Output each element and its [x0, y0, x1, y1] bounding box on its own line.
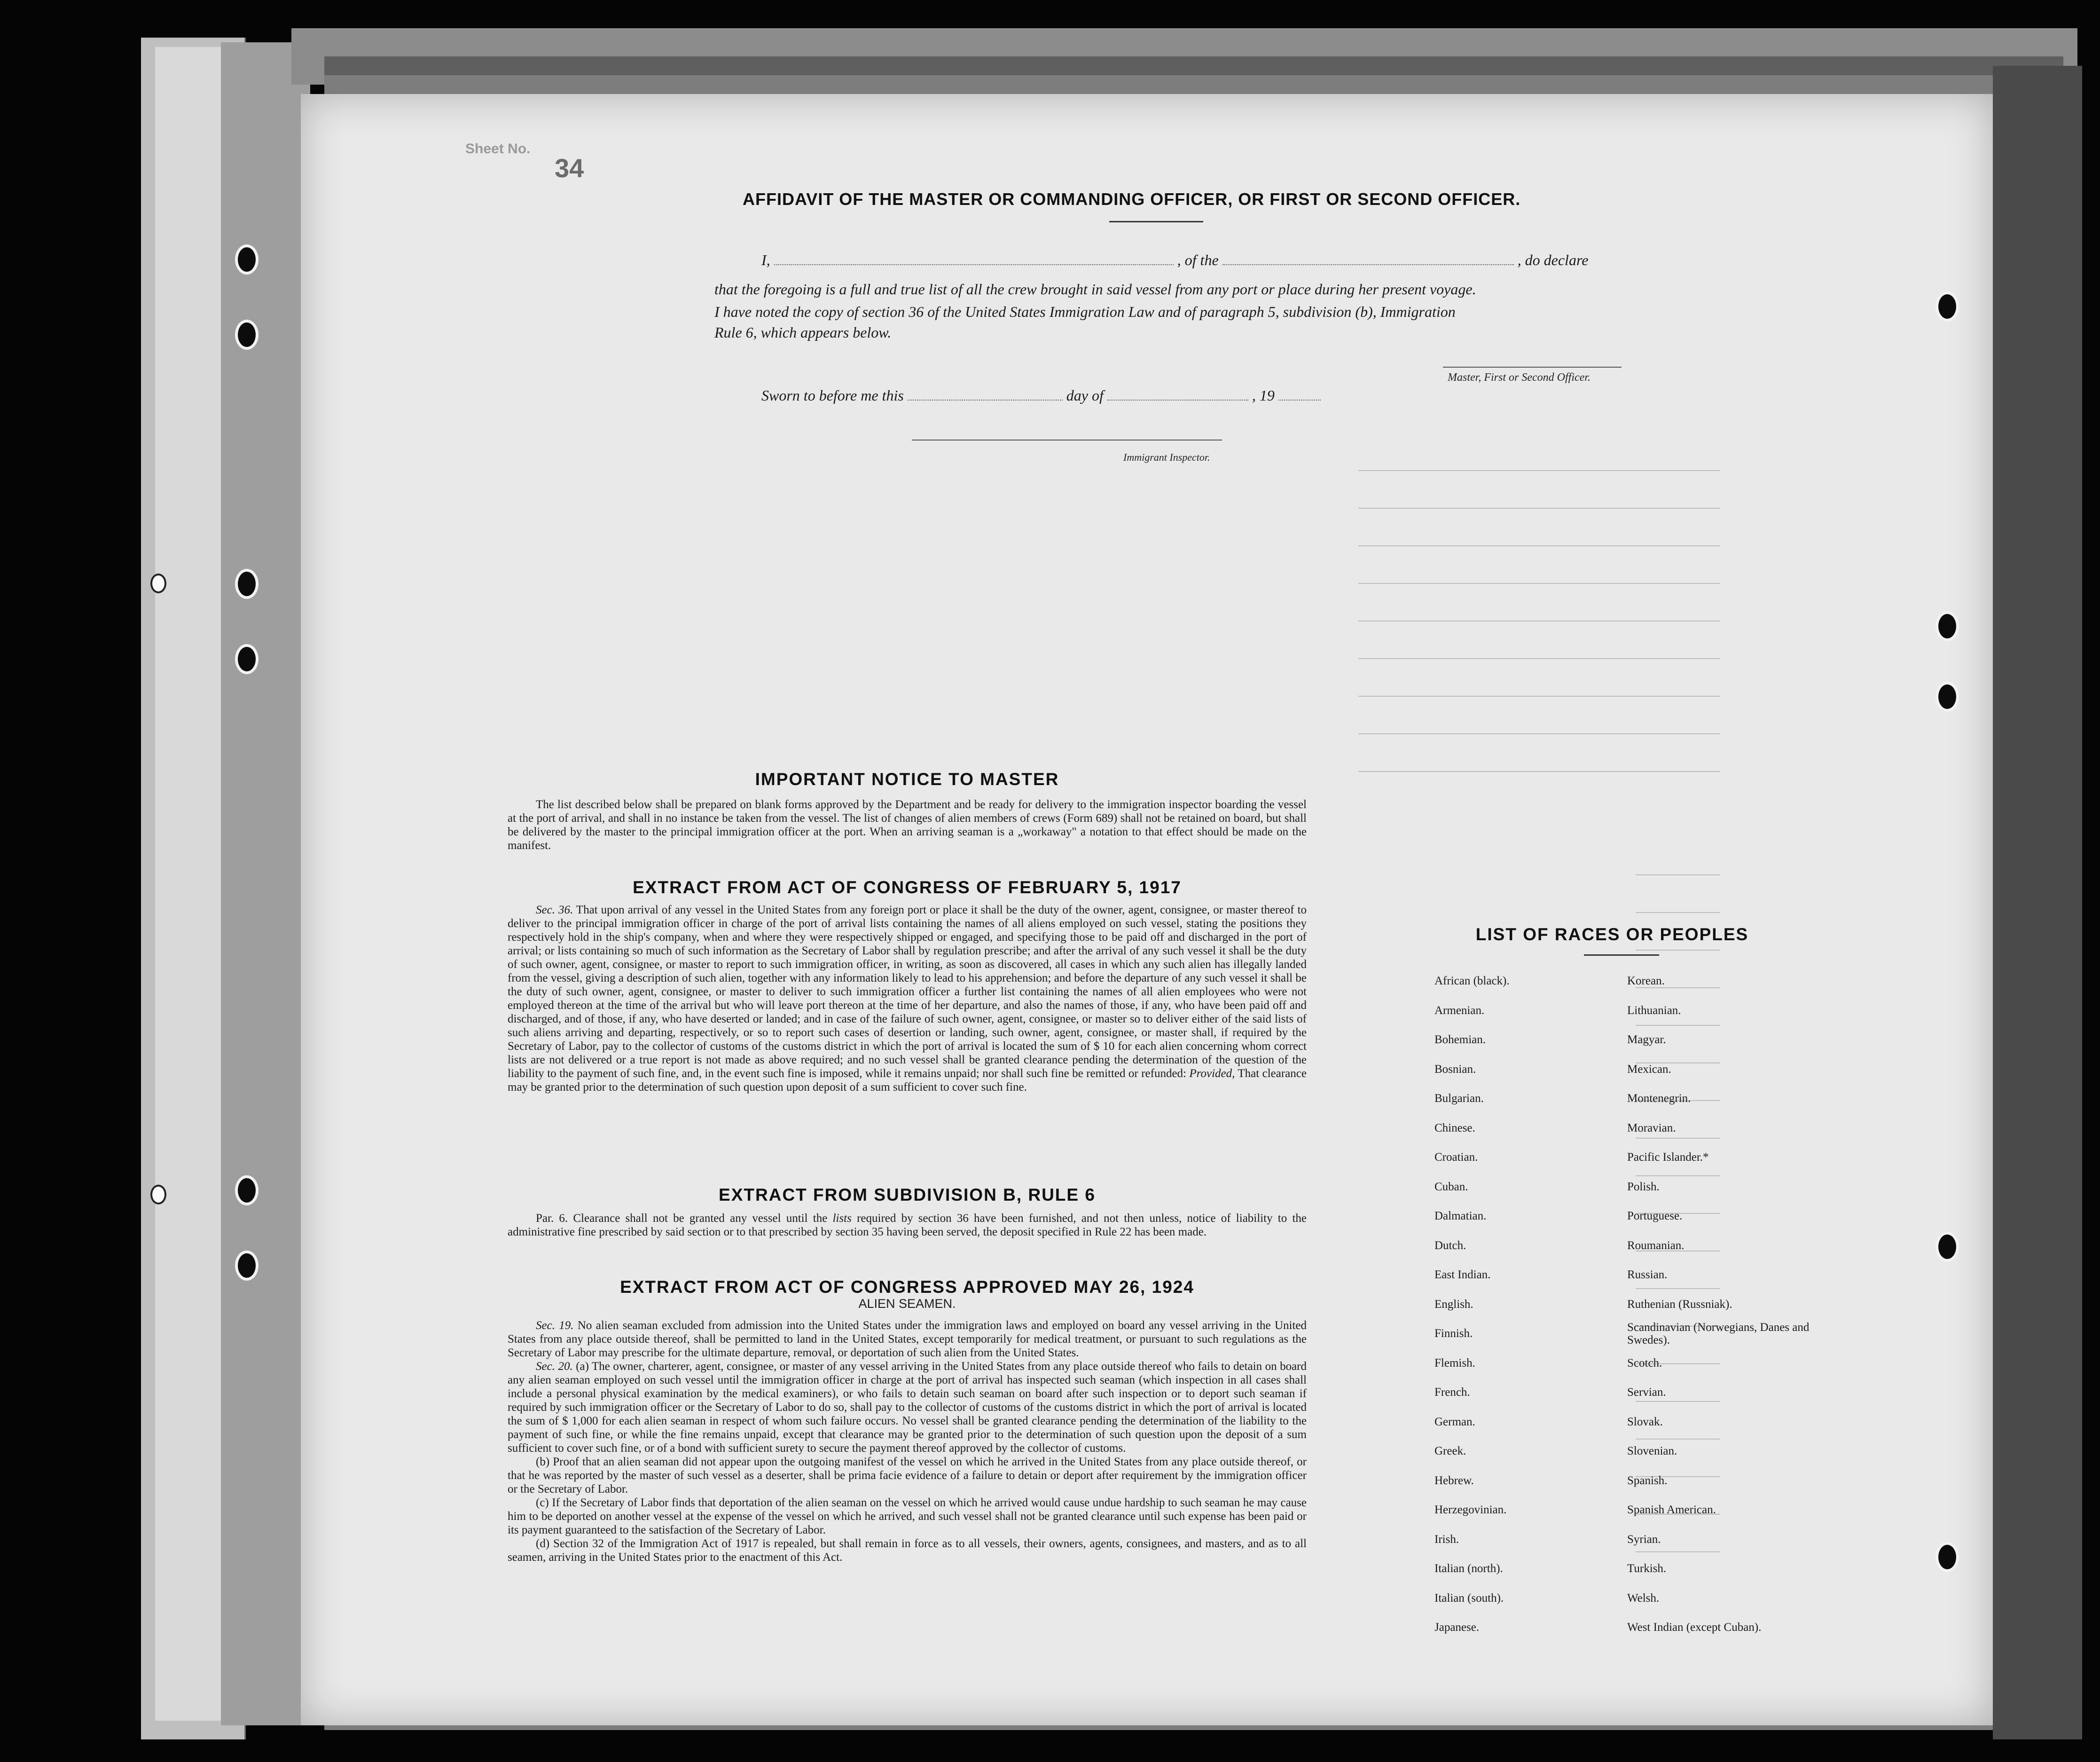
punch-hole [150, 574, 166, 593]
extract-1917-text [508, 903, 1307, 1094]
name-blank [774, 264, 1174, 265]
sec-36-label: Sec. 36. [536, 904, 573, 916]
punch-hole [1935, 611, 1959, 641]
race-item: Finnish. [1434, 1327, 1473, 1340]
affidavit-rule [1109, 221, 1203, 222]
race-item: Bulgarian. [1434, 1092, 1484, 1105]
race-item: Irish. [1434, 1533, 1459, 1546]
sworn-prefix: Sworn to before me this [761, 387, 904, 404]
master-signature-line [1443, 367, 1622, 368]
sworn-month-blank [1107, 400, 1248, 401]
race-item: Croatian. [1434, 1151, 1478, 1164]
punch-hole [150, 1185, 166, 1204]
race-item: Welsh. [1627, 1591, 1660, 1605]
punch-hole [235, 1175, 259, 1205]
punch-hole [1935, 291, 1959, 322]
notice-title: IMPORTANT NOTICE TO MASTER [755, 770, 1059, 789]
race-item: Hebrew. [1434, 1474, 1474, 1487]
binding-edge [155, 47, 221, 1721]
race-item: Bosnian. [1434, 1062, 1476, 1076]
race-item: Spanish American. [1627, 1503, 1716, 1516]
extract-rule6-title: EXTRACT FROM SUBDIVISION B, RULE 6 [719, 1185, 1096, 1204]
punch-hole [235, 320, 259, 350]
race-item: Spanish. [1627, 1474, 1668, 1487]
race-item: Armenian. [1434, 1004, 1485, 1017]
rule6-text-b: required by section 36 have been furnished, and not then unless, notice of liability to the administrative fine prescribed by said section or to that prescribed by section 35 having been served, the deposit specified in Rule 22 has been made. [508, 1212, 1307, 1238]
right-tab [1993, 66, 2082, 1739]
sec-20c-text: (c) If the Secretary of Labor finds that deportation of the alien seaman on the vessel on which he arrived would cause undue hardship to such seaman he may cause him to be deported on another vessel at the expense of the vessel on which he arrived, and such vessel shall not be granted clearance until such expense has been paid or its payment guaranteed to the satisfaction of the Secretary of Labor. [508, 1496, 1307, 1536]
manifest-row-line [1358, 470, 1720, 471]
sec-36-text: That upon arrival of any vessel in the United States from any foreign port or place it shall be the duty of the owner, agent, consignee, or master thereof to deliver to the principal immigration officer in charge of the port of arrival lists containing the names of all aliens employed on such vessel, stating the positions they respectively hold in the ship's company, when and where they were respectively shipped or engaged, and specifying those to be paid off and discharged in the port of arrival; or lists containing so much of such information as the Secretary of Labor shall by regulation prescribe; and after the arrival of any such vessel it shall be the duty of such owner, agent, consignee, or master to report to such immigration officer, in writing, as soon as discovered, all cases in which any such alien has illegally landed from the vessel, giving a description of such alien, together with any information likely to lead to his apprehension; and before the departure of any such vessel it shall be the duty of such owner, agent, consignee, or master to deliver to such immigration officer a further list containing the names of all alien employees who were not employed thereon at the time of the arrival but who will leave port thereon at the time of her departure, and also the names of those, if any, who have been paid off and discharged, and of those, if any, who have deserted or landed; and in case of the failure of such owner, agent, consignee, or master so to deliver either of the said lists of such aliens arriving and departing, respectively, or so to report such cases of desertion or landing, such owner, agent, consignee, or master shall, if required by the Secretary of Labor, pay to the collector of customs of the customs district in which the port of arrival is located the sum of $ 10 for each alien concerning whom correct lists are not delivered or a true report is not made as above required; and no such vessel shall be granted clearance pending the determination of the question of the liability to the payment of such fine, and, in the event such fine is imposed, while it remains unpaid; nor shall such fine be remitted or refunded: [508, 904, 1307, 1080]
master-signature-label: Master, First or Second Officer. [1448, 371, 1591, 384]
race-item: Moravian. [1627, 1121, 1676, 1134]
affidavit-title: AFFIDAVIT OF THE MASTER OR COMMANDING OFFICER, OR FIRST OR SECOND OFFICER. [743, 189, 1521, 209]
affidavit-line-4: Rule 6, which appears below. [714, 324, 892, 341]
sec-36-text-end: That clearance may be granted prior to the determination of such question upon deposit of a sum sufficient to cover such fine. [508, 1067, 1307, 1093]
punch-hole [1935, 1542, 1959, 1572]
manifest-row-line [1358, 733, 1720, 734]
race-item: Chinese. [1434, 1121, 1475, 1134]
extract-1924-title: EXTRACT FROM ACT OF CONGRESS APPROVED MAY 26, 1924 [620, 1277, 1194, 1297]
punch-hole [235, 244, 259, 275]
binding-strip [221, 42, 310, 1725]
sec-20b-text: (b) Proof that an alien seaman did not appear upon the outgoing manifest of the vessel on which he arrived in the United States from any place outside thereof, or that he was reported by the master of such vessel as a deserter, shall be prima facie evidence of a failure to detain or deport after requirement by the immigration officer or the Secretary of Labor. [508, 1455, 1307, 1495]
race-item: Portuguese. [1627, 1210, 1683, 1222]
races-right-column [1627, 967, 1815, 1643]
race-item: Servian. [1627, 1386, 1666, 1399]
vessel-blank [1222, 264, 1514, 265]
race-item: Pacific Islander.* [1627, 1151, 1709, 1164]
race-item: Greek. [1434, 1445, 1466, 1457]
affidavit-i: I, [761, 252, 770, 268]
race-item: Scandinavian (Norwegians, Danes and Swedes). [1627, 1321, 1810, 1346]
provided-label: Provided, [1189, 1067, 1235, 1080]
race-item: Roumanian. [1627, 1239, 1685, 1252]
affidavit-line-2: that the foregoing is a full and true list of all the crew brought in said vessel from any port or place during her present voyage. [714, 281, 1476, 298]
races-left-column [1434, 967, 1622, 1643]
race-item: Dalmatian. [1434, 1210, 1487, 1222]
race-item: Ruthenian (Russniak). [1627, 1298, 1732, 1311]
sworn-day-of: day of [1066, 387, 1104, 404]
race-item: Polish. [1627, 1180, 1660, 1193]
sec-19-text: No alien seaman excluded from admission into the United States under the immigration laws and employed on board any vessel arriving in the United States from any place outside thereof, shall be permitted to land in the United States, except temporarily for medical treatment, or pursuant to such regulations as the Secretary of Labor may prescribe for the ultimate departure, removal, or deportation of such alien from the United States. [508, 1319, 1307, 1359]
race-item: Turkish. [1627, 1562, 1667, 1575]
punch-hole [235, 1251, 259, 1281]
race-item: Bohemian. [1434, 1033, 1486, 1046]
race-item: Herzegovinian. [1434, 1503, 1507, 1516]
extract-1924-subtitle: ALIEN SEAMEN. [858, 1297, 956, 1311]
rule6-text-a: Par. 6. Clearance shall not be granted any vessel until the [536, 1212, 828, 1225]
rule6-lists-word: lists [832, 1212, 852, 1225]
extract-1924-text [508, 1319, 1307, 1564]
sworn-line [761, 387, 1321, 404]
races-title: LIST OF RACES OR PEOPLES [1475, 925, 1749, 944]
manifest-row-line [1358, 545, 1720, 546]
race-item: Dutch. [1434, 1239, 1466, 1252]
sec-20-label: Sec. 20. [536, 1360, 573, 1373]
race-item: Italian (south). [1434, 1591, 1504, 1605]
race-item: English. [1434, 1298, 1473, 1311]
sec-19-label: Sec. 19. [536, 1319, 574, 1332]
punch-hole [235, 569, 259, 599]
manifest-row-line [1358, 583, 1720, 584]
race-item: Montenegrin. [1627, 1092, 1691, 1105]
race-item: Cuban. [1434, 1180, 1468, 1193]
notice-text: The list described below shall be prepared on blank forms approved by the Department and be ready for delivery to the immigration inspector boarding the vessel at the port of arrival, and shall in no instance be taken from the vessel. The list of changes of alien members of crews (Form 689) shall not be retained on board, but shall be delivered by the master to the principal immigration officer at the port. When an arriving seaman is a „workaway" a notation to that effect should be made on the manifest. [508, 798, 1307, 852]
race-item: Japanese. [1434, 1621, 1480, 1634]
sworn-day-blank [908, 400, 1063, 401]
race-item: Lithuanian. [1627, 1004, 1681, 1017]
race-item: Slovak. [1627, 1415, 1663, 1428]
punch-hole [1935, 682, 1959, 712]
punch-hole [235, 644, 259, 674]
race-item: Slovenian. [1627, 1445, 1677, 1457]
sec-20a-text: (a) The owner, charterer, agent, consignee, or master of any vessel arriving in the United States from any place outside thereof who fails to detain on board any alien seaman employed on such vessel until the immigration officer in charge at the port of arrival has inspected such seaman (which inspection in all cases shall include a personal physical examination by the medical examiners), or who fails to detain such seaman on board after such inspection or to deport such seaman if required by such immigration officer or the Secretary of Labor to do so, shall pay to the collector of customs of the customs district in which the port of arrival is located the sum of $ 1,000 for each alien seaman in respect of whom such failure occurs. No vessel shall be granted clearance pending the determination of the liability to the payment of such fine, or while the fine remains unpaid, except that clearance may be granted prior to the determination of such question upon the deposit of a sum sufficient to cover such fine, or of a bond with sufficient surety to secure the payment thereof approved by the collector of customs. [508, 1360, 1307, 1455]
race-item: Flemish. [1434, 1356, 1475, 1369]
race-item: East Indian. [1434, 1268, 1491, 1281]
sec-20d-text: (d) Section 32 of the Immigration Act of 1917 is repealed, but shall remain in force as to all vessels, their owners, agents, consignees, and masters, and as to all seamen, arriving in the United States prior to the enactment of this Act. [508, 1537, 1307, 1564]
race-item: Korean. [1627, 975, 1665, 987]
race-item: French. [1434, 1386, 1470, 1399]
affidavit-of-the: , of the [1177, 252, 1219, 268]
sheet-stamp: 34 [555, 153, 584, 183]
manifest-row-line [1636, 874, 1720, 875]
race-item: Russian. [1627, 1268, 1668, 1281]
manifest-row-line [1358, 771, 1720, 772]
sheet-label: Sheet No. [465, 141, 531, 157]
race-item: African (black). [1434, 975, 1510, 987]
affidavit-do-declare: , do declare [1517, 252, 1589, 268]
manifest-row-line [1358, 508, 1720, 509]
extract-1917-title: EXTRACT FROM ACT OF CONGRESS OF FEBRUARY 5, 1917 [633, 878, 1182, 897]
punch-hole [1935, 1232, 1959, 1262]
race-item: Italian (north). [1434, 1562, 1503, 1575]
race-item: German. [1434, 1415, 1475, 1428]
race-item: Mexican. [1627, 1062, 1671, 1076]
manifest-row-line [1636, 950, 1720, 951]
affidavit-line-3: I have noted the copy of section 36 of the United States Immigration Law and of paragraph 5, subdivision (b), Immigration [714, 303, 1456, 320]
sworn-year: , 19 [1252, 387, 1275, 404]
race-item: Syrian. [1627, 1533, 1661, 1546]
manifest-row-line [1636, 912, 1720, 913]
extract-rule6-text [508, 1211, 1307, 1239]
sworn-year-blank [1278, 400, 1321, 401]
race-item: Scotch. [1627, 1356, 1662, 1369]
manifest-row-line [1358, 696, 1720, 697]
affidavit-line-1 [761, 252, 1588, 269]
race-item: West Indian (except Cuban). [1627, 1621, 1762, 1634]
manifest-row-line [1358, 658, 1720, 659]
races-rule [1584, 954, 1659, 956]
race-item: Magyar. [1627, 1033, 1666, 1046]
inspector-label: Immigrant Inspector. [1123, 451, 1210, 463]
